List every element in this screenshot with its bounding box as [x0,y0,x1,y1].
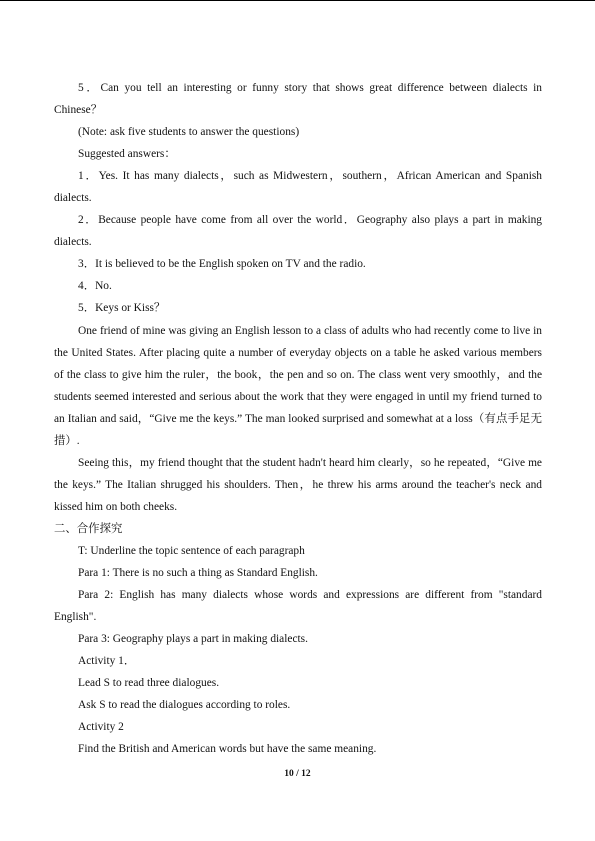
paragraph-answer-3: 3．It is believed to be the English spoken on TV and the radio. [78,258,366,271]
paragraph-para-2: Para 2: English has many dialects whose words and expressions are different from "standard English". [54,589,542,624]
paragraph-note: (Note: ask five students to answer the questions) [78,126,300,139]
paragraph-activity-1: Activity 1． [78,655,136,668]
paragraph-answer-5-title: 5．Keys or Kiss？ [78,302,166,315]
paragraph-question-5: 5．Can you tell an interesting or funny story that shows great difference between dialects in Chinese？ [54,82,542,117]
paragraph-answer-4: 4．No. [78,280,112,293]
paragraph-answer-1: 1．Yes. It has many dialects，such as Midwestern，southern，African American and Spanish dialects. [54,170,542,205]
section-heading-cooperation: 二、合作探究 [54,522,123,535]
paragraph-lead-read: Lead S to read three dialogues. [78,677,220,690]
paragraph-story-2: Seeing this，my friend thought that the student hadn't heard him clearly，so he repeated，“Give me the keys.” The Italian shrugged his shoulders. Then，he threw his arms around the teacher's neck and kissed him on both cheeks. [54,456,542,513]
paragraph-task: T: Underline the topic sentence of each paragraph [78,544,305,557]
paragraph-answer-2: 2．Because people have come from all over the world．Geography also plays a part in making dialects. [54,214,542,249]
paragraph-para-3: Para 3: Geography plays a part in making dialects. [78,633,308,646]
paragraph-para-1: Para 1: There is no such a thing as Standard English. [78,567,318,580]
paragraph-suggested-answers: Suggested answers： [78,148,176,161]
paragraph-find-words: Find the British and American words but have the same meaning. [78,743,377,756]
page-top-border [0,0,595,1]
paragraph-activity-2: Activity 2 [78,721,124,734]
paragraph-story-1: One friend of mine was giving an English lesson to a class of adults who had recently come to live in the United States. After placing quite a number of everyday objects on a table he asked various members of the class to give him the ruler，the book，the pen and so on. The class went very smoothly，and the students seemed interested and serious about the work that they were engaged in until my friend turned to an Italian and said，“Give me the keys.” The man looked surprised and somewhat at a loss（有点手足无措）. [54,324,542,447]
page-number: 10 / 12 [284,769,311,779]
document-body [54,77,542,760]
paragraph-ask-read: Ask S to read the dialogues according to roles. [78,699,291,712]
